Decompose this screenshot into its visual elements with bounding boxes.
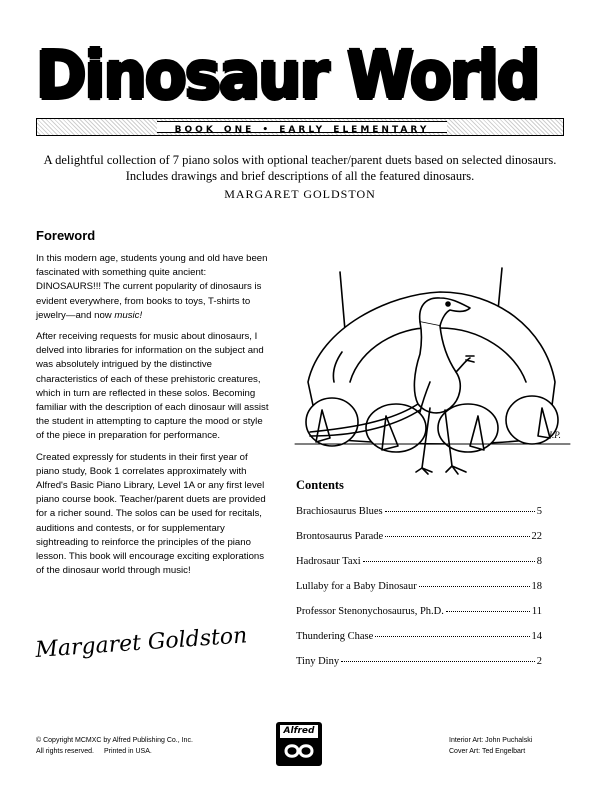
series-label: BOOK ONE • EARLY ELEMENTARY xyxy=(174,125,430,135)
toc-entry-title: Professor Stenonychosaurus, Ph.D. xyxy=(296,606,444,617)
publisher-logo xyxy=(276,722,322,766)
toc-leader xyxy=(363,561,535,562)
rights-text: All rights reserved. xyxy=(36,748,94,755)
book-title: Dinosaur World xyxy=(36,37,539,114)
dinosaur-illustration xyxy=(280,232,580,492)
author-signature: Margaret Goldston xyxy=(34,623,249,663)
series-band xyxy=(157,121,447,133)
illustrator-initials: J.P. xyxy=(548,430,561,440)
cover-art-credit: Cover Art: Ted Engelbart xyxy=(449,748,526,755)
foreword-heading: Foreword xyxy=(36,228,96,243)
printed-text: Printed in USA. xyxy=(103,748,152,755)
foreword-paragraph-3: Created expressly for students in their first year of piano study, Book 1 correlates approximately with Alfred's Basic Piano Library, Level 1A or any first level piano course book. Teacher/parent duets are provided for a richer sound. The solos can be used for recitals, auditions and contests, or for supplementary sightreading to reinforce the principles of the piano lesson. This book will encourage exciting explorations of the dinosaur world through music! xyxy=(36,451,266,577)
toc-entry-title: Tiny Diny xyxy=(296,656,340,667)
toc-entry-title: Brachiosaurus Blues xyxy=(296,506,383,517)
toc-entry[interactable] xyxy=(296,556,542,581)
toc-entry-title: Thundering Chase xyxy=(296,631,374,642)
toc-entry-title: Hadrosaur Taxi xyxy=(296,556,361,567)
toc-entry[interactable] xyxy=(296,506,542,531)
toc-entry[interactable] xyxy=(296,606,542,631)
toc-entry[interactable] xyxy=(296,581,542,606)
toc-leader xyxy=(375,636,529,637)
contents-heading: Contents xyxy=(296,478,344,492)
toc-entry-page: 14 xyxy=(531,631,542,642)
publisher-emblem-icon xyxy=(282,741,316,761)
series-bar xyxy=(36,118,564,136)
copyright-notice xyxy=(36,735,193,757)
toc-entry-page: 5 xyxy=(536,506,542,517)
publisher-name: Alfred xyxy=(280,725,318,738)
toc-entry[interactable] xyxy=(296,531,542,556)
toc-entry[interactable] xyxy=(296,656,542,681)
table-of-contents xyxy=(296,506,542,681)
toc-leader xyxy=(385,511,535,512)
toc-leader xyxy=(341,661,535,662)
rights-line xyxy=(36,746,193,757)
toc-entry[interactable] xyxy=(296,631,542,656)
toc-leader xyxy=(385,536,529,537)
foreword-body xyxy=(36,252,272,585)
toc-entry-page: 8 xyxy=(536,556,542,567)
toc-entry-title: Lullaby for a Baby Dinosaur xyxy=(296,581,417,592)
toc-entry-page: 18 xyxy=(531,581,542,592)
toc-leader xyxy=(446,611,530,612)
toc-entry-page: 2 xyxy=(536,656,542,667)
copyright-line: © Copyright MCMXC by Alfred Publishing Co., Inc. xyxy=(36,737,193,744)
foreword-paragraph-1-text: In this modern age, students young and old have been fascinated with something quite ancient: DINOSAURS!!! The current popularity of dinosaurs is evident everywhere, from books to toys, T-shirts to jewelry—and now xyxy=(36,253,268,321)
foreword-paragraph-1 xyxy=(36,252,272,323)
book-description: A delightful collection of 7 piano solos with optional teacher/parent duets based on selected dinosaurs. Includes drawings and brief descriptions of all the featured dinosaurs. xyxy=(43,153,557,183)
toc-leader xyxy=(419,586,530,587)
toc-entry-title: Brontosaurus Parade xyxy=(296,531,384,542)
art-credits xyxy=(449,735,532,757)
foreword-paragraph-2: After receiving requests for music about dinosaurs, I delved into libraries for information on the subject and was absolutely intrigued by the distinctive characteristics of each of these prehistoric creatures, which in turn are reflected in these solos. Becoming familiar with the description of each dinosaur will assist the student in attempting to capture the mood or style of the piece in preparation for performance. xyxy=(36,331,269,442)
toc-entry-page: 22 xyxy=(531,531,542,542)
foreword-paragraph-1-emphasis: music! xyxy=(114,309,143,321)
author-name: MARGARET GOLDSTON xyxy=(224,187,376,201)
toc-entry-page: 11 xyxy=(531,606,542,617)
interior-art-credit: Interior Art: John Puchalski xyxy=(449,737,533,744)
